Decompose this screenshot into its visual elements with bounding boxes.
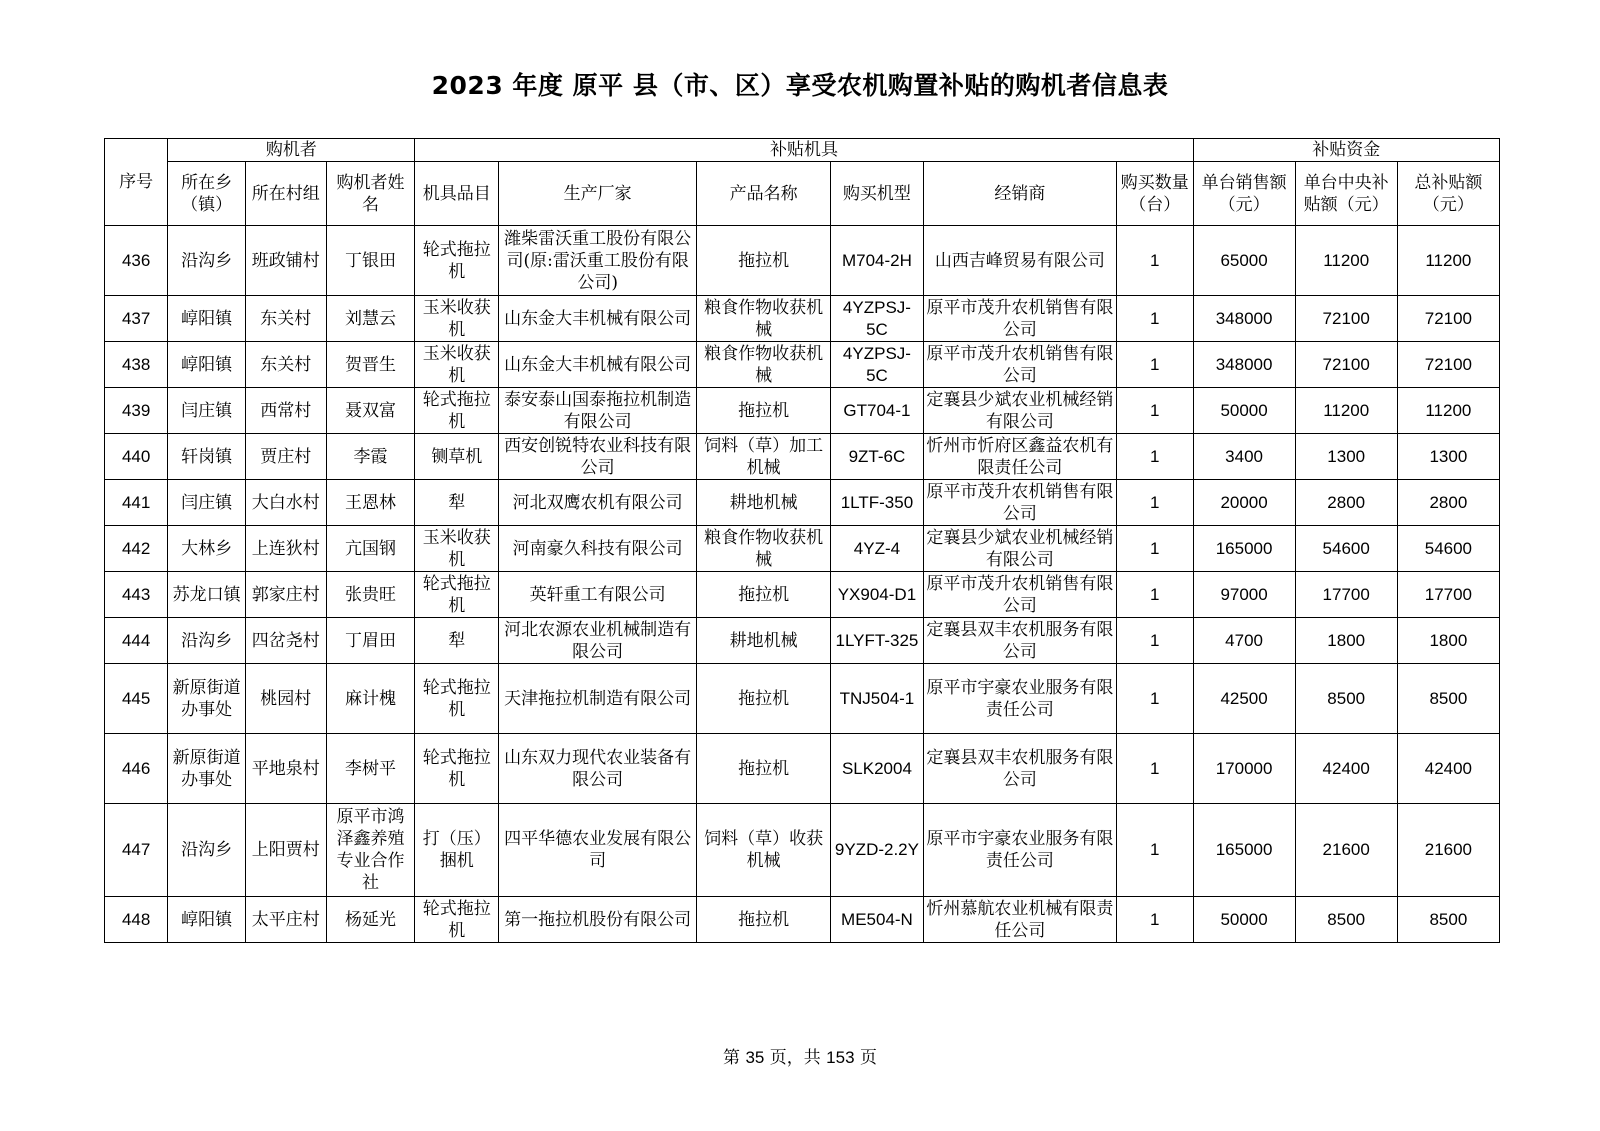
cell-qty: 1 (1116, 480, 1193, 526)
table-row (105, 526, 1500, 572)
cell-model: M704-2H (830, 226, 923, 296)
cell-central: 8500 (1295, 897, 1397, 943)
cell-price: 50000 (1193, 897, 1295, 943)
cell-seq: 446 (105, 734, 168, 804)
cell-dealer: 定襄县少斌农业机械经销有限公司 (923, 388, 1116, 434)
cell-model: 1LTF-350 (830, 480, 923, 526)
cell-model: 4YZPSJ-5C (830, 296, 923, 342)
cell-dealer: 忻州慕航农业机械有限责任公司 (923, 897, 1116, 943)
cell-model: GT704-1 (830, 388, 923, 434)
cell-township: 崞阳镇 (168, 296, 246, 342)
cell-qty: 1 (1116, 734, 1193, 804)
cell-seq: 445 (105, 664, 168, 734)
cell-total: 8500 (1397, 664, 1499, 734)
cell-village: 东关村 (245, 296, 326, 342)
cell-price: 348000 (1193, 342, 1295, 388)
header-group-buyer: 购机者 (168, 139, 415, 162)
cell-product: 拖拉机 (697, 734, 831, 804)
cell-price: 3400 (1193, 434, 1295, 480)
table-row (105, 388, 1500, 434)
cell-village: 太平庄村 (245, 897, 326, 943)
cell-category: 犁 (415, 480, 499, 526)
cell-total: 8500 (1397, 897, 1499, 943)
cell-product: 耕地机械 (697, 480, 831, 526)
cell-manufacturer: 河南豪久科技有限公司 (499, 526, 697, 572)
cell-township: 闫庄镇 (168, 388, 246, 434)
cell-total: 1800 (1397, 618, 1499, 664)
cell-manufacturer: 潍柴雷沃重工股份有限公司(原:雷沃重工股份有限公司) (499, 226, 697, 296)
cell-village: 桃园村 (245, 664, 326, 734)
cell-total: 21600 (1397, 804, 1499, 897)
cell-price: 165000 (1193, 526, 1295, 572)
header-township: 所在乡（镇） (168, 162, 246, 226)
header-product: 产品名称 (697, 162, 831, 226)
cell-village: 平地泉村 (245, 734, 326, 804)
header-total: 总补贴额（元） (1397, 162, 1499, 226)
table-row (105, 434, 1500, 480)
cell-product: 粮食作物收获机械 (697, 342, 831, 388)
cell-dealer: 原平市宇豪农业服务有限责任公司 (923, 804, 1116, 897)
cell-model: ME504-N (830, 897, 923, 943)
cell-product: 拖拉机 (697, 664, 831, 734)
cell-dealer: 原平市茂升农机销售有限公司 (923, 342, 1116, 388)
cell-village: 郭家庄村 (245, 572, 326, 618)
cell-village: 东关村 (245, 342, 326, 388)
cell-total: 72100 (1397, 296, 1499, 342)
cell-township: 沿沟乡 (168, 804, 246, 897)
cell-total: 72100 (1397, 342, 1499, 388)
cell-category: 轮式拖拉机 (415, 572, 499, 618)
cell-product: 粮食作物收获机械 (697, 526, 831, 572)
cell-total: 42400 (1397, 734, 1499, 804)
cell-seq: 436 (105, 226, 168, 296)
table-row (105, 618, 1500, 664)
table-row (105, 480, 1500, 526)
cell-qty: 1 (1116, 572, 1193, 618)
header-price: 单台销售额（元） (1193, 162, 1295, 226)
cell-dealer: 定襄县少斌农业机械经销有限公司 (923, 526, 1116, 572)
cell-central: 72100 (1295, 296, 1397, 342)
cell-seq: 447 (105, 804, 168, 897)
table-row (105, 664, 1500, 734)
cell-price: 42500 (1193, 664, 1295, 734)
header-qty: 购买数量（台） (1116, 162, 1193, 226)
cell-manufacturer: 英轩重工有限公司 (499, 572, 697, 618)
cell-buyer-name: 张贵旺 (326, 572, 415, 618)
cell-buyer-name: 聂双富 (326, 388, 415, 434)
cell-model: 9YZD-2.2Y (830, 804, 923, 897)
footer-middle: 页，共 (769, 1048, 821, 1068)
cell-township: 轩岗镇 (168, 434, 246, 480)
cell-central: 2800 (1295, 480, 1397, 526)
cell-qty: 1 (1116, 226, 1193, 296)
cell-seq: 448 (105, 897, 168, 943)
header-village: 所在村组 (245, 162, 326, 226)
cell-dealer: 原平市宇豪农业服务有限责任公司 (923, 664, 1116, 734)
cell-manufacturer: 山东金大丰机械有限公司 (499, 296, 697, 342)
cell-dealer: 原平市茂升农机销售有限公司 (923, 480, 1116, 526)
cell-village: 大白水村 (245, 480, 326, 526)
cell-price: 165000 (1193, 804, 1295, 897)
cell-buyer-name: 李树平 (326, 734, 415, 804)
cell-category: 玉米收获机 (415, 296, 499, 342)
cell-price: 20000 (1193, 480, 1295, 526)
cell-model: SLK2004 (830, 734, 923, 804)
cell-central: 42400 (1295, 734, 1397, 804)
cell-manufacturer: 四平华德农业发展有限公司 (499, 804, 697, 897)
cell-category: 轮式拖拉机 (415, 226, 499, 296)
cell-product: 耕地机械 (697, 618, 831, 664)
cell-price: 97000 (1193, 572, 1295, 618)
cell-manufacturer: 山东双力现代农业装备有限公司 (499, 734, 697, 804)
cell-model: 4YZ-4 (830, 526, 923, 572)
cell-dealer: 忻州市忻府区鑫益农机有限责任公司 (923, 434, 1116, 480)
cell-township: 沿沟乡 (168, 618, 246, 664)
cell-seq: 443 (105, 572, 168, 618)
cell-township: 崞阳镇 (168, 897, 246, 943)
table-row (105, 804, 1500, 897)
cell-total: 1300 (1397, 434, 1499, 480)
cell-total: 54600 (1397, 526, 1499, 572)
cell-qty: 1 (1116, 526, 1193, 572)
cell-seq: 438 (105, 342, 168, 388)
cell-price: 65000 (1193, 226, 1295, 296)
cell-buyer-name: 刘慧云 (326, 296, 415, 342)
cell-buyer-name: 原平市鸿泽鑫养殖专业合作社 (326, 804, 415, 897)
cell-buyer-name: 李霞 (326, 434, 415, 480)
cell-category: 轮式拖拉机 (415, 388, 499, 434)
header-central: 单台中央补贴额（元） (1295, 162, 1397, 226)
cell-category: 打（压）捆机 (415, 804, 499, 897)
footer-page-number: 35 (745, 1048, 765, 1067)
cell-buyer-name: 丁眉田 (326, 618, 415, 664)
cell-category: 玉米收获机 (415, 342, 499, 388)
cell-manufacturer: 河北农源农业机械制造有限公司 (499, 618, 697, 664)
footer-prefix: 第 (723, 1048, 741, 1068)
header-dealer: 经销商 (923, 162, 1116, 226)
cell-dealer: 原平市茂升农机销售有限公司 (923, 572, 1116, 618)
cell-total: 11200 (1397, 388, 1499, 434)
cell-township: 崞阳镇 (168, 342, 246, 388)
table-row (105, 342, 1500, 388)
header-model: 购买机型 (830, 162, 923, 226)
cell-township: 苏龙口镇 (168, 572, 246, 618)
cell-price: 4700 (1193, 618, 1295, 664)
cell-village: 贾庄村 (245, 434, 326, 480)
cell-manufacturer: 西安创锐特农业科技有限公司 (499, 434, 697, 480)
cell-category: 轮式拖拉机 (415, 664, 499, 734)
cell-product: 饲料（草）加工机械 (697, 434, 831, 480)
cell-category: 轮式拖拉机 (415, 897, 499, 943)
cell-township: 闫庄镇 (168, 480, 246, 526)
cell-buyer-name: 丁银田 (326, 226, 415, 296)
header-seq: 序号 (105, 139, 168, 226)
table-row (105, 572, 1500, 618)
cell-township: 新原街道办事处 (168, 734, 246, 804)
cell-village: 四岔尧村 (245, 618, 326, 664)
cell-model: YX904-D1 (830, 572, 923, 618)
cell-price: 170000 (1193, 734, 1295, 804)
cell-model: 4YZPSJ-5C (830, 342, 923, 388)
cell-total: 17700 (1397, 572, 1499, 618)
cell-qty: 1 (1116, 434, 1193, 480)
table-row (105, 226, 1500, 296)
cell-product: 粮食作物收获机械 (697, 296, 831, 342)
footer-total-pages: 153 (826, 1048, 855, 1067)
cell-qty: 1 (1116, 897, 1193, 943)
cell-central: 17700 (1295, 572, 1397, 618)
cell-dealer: 定襄县双丰农机服务有限公司 (923, 618, 1116, 664)
cell-buyer-name: 王恩林 (326, 480, 415, 526)
cell-buyer-name: 杨延光 (326, 897, 415, 943)
table-row (105, 734, 1500, 804)
cell-product: 拖拉机 (697, 388, 831, 434)
cell-model: TNJ504-1 (830, 664, 923, 734)
cell-village: 班政铺村 (245, 226, 326, 296)
cell-qty: 1 (1116, 296, 1193, 342)
page-footer (0, 1043, 1600, 1068)
cell-qty: 1 (1116, 388, 1193, 434)
cell-village: 上连狄村 (245, 526, 326, 572)
cell-qty: 1 (1116, 664, 1193, 734)
buyer-info-table (104, 138, 1500, 943)
cell-manufacturer: 天津拖拉机制造有限公司 (499, 664, 697, 734)
cell-seq: 440 (105, 434, 168, 480)
cell-category: 犁 (415, 618, 499, 664)
cell-central: 72100 (1295, 342, 1397, 388)
page-title: 2023 年度 原平 县（市、区）享受农机购置补贴的购机者信息表 (431, 71, 1169, 100)
cell-township: 沿沟乡 (168, 226, 246, 296)
cell-seq: 439 (105, 388, 168, 434)
cell-total: 11200 (1397, 226, 1499, 296)
cell-buyer-name: 亢国钢 (326, 526, 415, 572)
cell-central: 1300 (1295, 434, 1397, 480)
cell-category: 轮式拖拉机 (415, 734, 499, 804)
cell-dealer: 山西吉峰贸易有限公司 (923, 226, 1116, 296)
cell-category: 玉米收获机 (415, 526, 499, 572)
cell-manufacturer: 第一拖拉机股份有限公司 (499, 897, 697, 943)
cell-central: 54600 (1295, 526, 1397, 572)
header-category: 机具品目 (415, 162, 499, 226)
footer-suffix: 页 (859, 1048, 877, 1068)
cell-model: 1LYFT-325 (830, 618, 923, 664)
cell-seq: 442 (105, 526, 168, 572)
table-row (105, 296, 1500, 342)
cell-buyer-name: 麻计槐 (326, 664, 415, 734)
cell-central: 11200 (1295, 388, 1397, 434)
cell-product: 拖拉机 (697, 572, 831, 618)
cell-model: 9ZT-6C (830, 434, 923, 480)
cell-buyer-name: 贺晋生 (326, 342, 415, 388)
cell-total: 2800 (1397, 480, 1499, 526)
header-group-machine: 补贴机具 (415, 139, 1193, 162)
cell-price: 50000 (1193, 388, 1295, 434)
cell-price: 348000 (1193, 296, 1295, 342)
cell-central: 1800 (1295, 618, 1397, 664)
cell-manufacturer: 山东金大丰机械有限公司 (499, 342, 697, 388)
cell-seq: 441 (105, 480, 168, 526)
cell-central: 11200 (1295, 226, 1397, 296)
cell-qty: 1 (1116, 804, 1193, 897)
cell-manufacturer: 河北双鹰农机有限公司 (499, 480, 697, 526)
header-buyer-name: 购机者姓名 (326, 162, 415, 226)
cell-township: 新原街道办事处 (168, 664, 246, 734)
cell-qty: 1 (1116, 342, 1193, 388)
cell-township: 大林乡 (168, 526, 246, 572)
header-manufacturer: 生产厂家 (499, 162, 697, 226)
cell-central: 21600 (1295, 804, 1397, 897)
cell-seq: 444 (105, 618, 168, 664)
cell-dealer: 定襄县双丰农机服务有限公司 (923, 734, 1116, 804)
cell-qty: 1 (1116, 618, 1193, 664)
cell-seq: 437 (105, 296, 168, 342)
cell-village: 上阳贾村 (245, 804, 326, 897)
cell-central: 8500 (1295, 664, 1397, 734)
cell-product: 拖拉机 (697, 897, 831, 943)
cell-product: 饲料（草）收获机械 (697, 804, 831, 897)
cell-product: 拖拉机 (697, 226, 831, 296)
cell-manufacturer: 泰安泰山国泰拖拉机制造有限公司 (499, 388, 697, 434)
header-group-funds: 补贴资金 (1193, 139, 1499, 162)
cell-category: 铡草机 (415, 434, 499, 480)
table-row (105, 897, 1500, 943)
cell-village: 西常村 (245, 388, 326, 434)
cell-dealer: 原平市茂升农机销售有限公司 (923, 296, 1116, 342)
